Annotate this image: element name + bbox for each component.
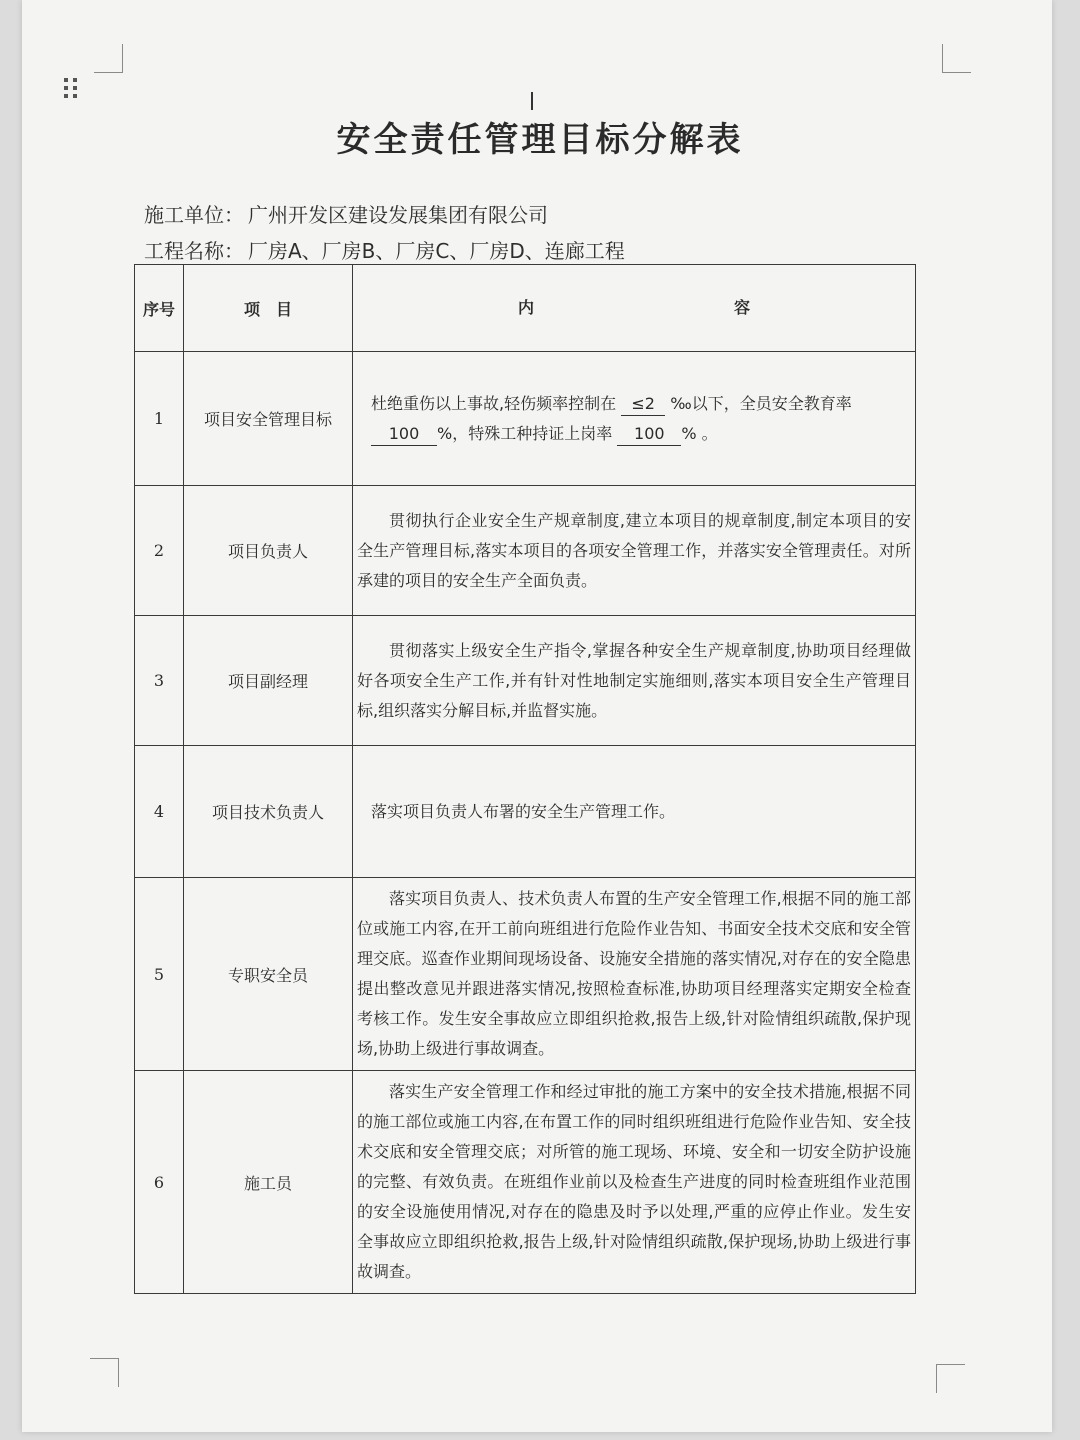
- text-cursor: [531, 92, 533, 110]
- table-row: [135, 746, 916, 878]
- responsibility-table: [134, 264, 916, 1294]
- table-row: [135, 486, 916, 616]
- row-no: 2: [135, 486, 184, 616]
- fill-in-value: ≤2: [621, 393, 665, 416]
- fill-in-value: 100: [371, 423, 437, 446]
- row-no: 3: [135, 616, 184, 746]
- row-item: 专职安全员: [184, 878, 353, 1071]
- crop-mark-top-left: [94, 44, 123, 73]
- row-content: 落实项目负责人、技术负责人布置的生产安全管理工作,根据不同的施工部位或施工内容,在开工前向班组进行危险作业告知、书面安全技术交底和安全管理交底。巡查作业期间现场设备、设施安全措施的落实情况,对存在的安全隐患提出整改意见并跟进落实情况,按照检查标准,协助项目经理落实定期安全检查考核工作。发生安全事故应立即组织抢救,报告上级,针对险情组织疏散,保护现场,协助上级进行事故调查。: [353, 878, 916, 1071]
- row-item: 项目安全管理目标: [184, 352, 353, 486]
- row-no: 4: [135, 746, 184, 878]
- table-row: [135, 352, 916, 486]
- table-row: [135, 616, 916, 746]
- row-no: 6: [135, 1071, 184, 1294]
- row-item: 项目副经理: [184, 616, 353, 746]
- header-content: [353, 265, 916, 352]
- crop-mark-bottom-right: [936, 1364, 965, 1393]
- document-title: 安全责任管理目标分解表: [336, 120, 744, 160]
- row-content: 贯彻落实上级安全生产指令,掌握各种安全生产规章制度,协助项目经理做好各项安全生产工作,并有针对性地制定实施细则,落实本项目安全生产管理目标,组织落实分解目标,并监督实施。: [353, 616, 916, 746]
- header-content-left: 内: [517, 298, 534, 317]
- table-move-handle-icon[interactable]: [64, 78, 78, 100]
- table-row: [135, 1071, 916, 1294]
- header-item: 项 目: [184, 265, 353, 352]
- table-header-row: [135, 265, 916, 352]
- construction-unit-label: 施工单位：: [144, 203, 244, 227]
- project-name-label: 工程名称：: [144, 239, 244, 263]
- table-row: [135, 878, 916, 1071]
- content-text: %，特殊工种持证上岗率: [437, 423, 613, 443]
- crop-mark-top-right: [942, 44, 971, 73]
- project-name-line: [144, 235, 625, 264]
- fill-in-value: 100: [617, 423, 681, 446]
- content-text: 杜绝重伤以上事故,轻伤频率控制在: [371, 393, 617, 413]
- row-content: 落实生产安全管理工作和经过审批的施工方案中的安全技术措施,根据不同的施工部位或施工内容,在布置工作的同时组织班组进行危险作业告知、安全技术交底和安全管理交底；对所管的施工现场、环境、安全和一切安全防护设施的完整、有效负责。在班组作业前以及检查生产进度的同时检查班组作业范围的安全设施使用情况,对存在的隐患及时予以处理,严重的应停止作业。发生安全事故应立即组织抢救,报告上级,针对险情组织疏散,保护现场,协助上级进行事故调查。: [353, 1071, 916, 1294]
- row-item: 项目负责人: [184, 486, 353, 616]
- content-text: ‰以下，全员安全教育率: [670, 393, 852, 413]
- row-item: 施工员: [184, 1071, 353, 1294]
- content-text: % 。: [681, 423, 718, 443]
- construction-unit-line: [144, 199, 548, 228]
- header-no: 序号: [135, 265, 184, 352]
- row-content: [353, 352, 916, 486]
- header-content-right: 容: [734, 298, 751, 317]
- row-item: 项目技术负责人: [184, 746, 353, 878]
- row-no: 5: [135, 878, 184, 1071]
- crop-mark-bottom-left: [90, 1358, 119, 1387]
- construction-unit-value: 广州开发区建设发展集团有限公司: [248, 203, 548, 227]
- row-no: 1: [135, 352, 184, 486]
- row-content: 贯彻执行企业安全生产规章制度,建立本项目的规章制度,制定本项目的安全生产管理目标,落实本项目的各项安全管理工作，并落实安全管理责任。对所承建的项目的安全生产全面负责。: [353, 486, 916, 616]
- project-name-value: 厂房A、厂房B、厂房C、厂房D、连廊工程: [248, 239, 625, 263]
- row-content: 落实项目负责人布署的安全生产管理工作。: [353, 746, 916, 878]
